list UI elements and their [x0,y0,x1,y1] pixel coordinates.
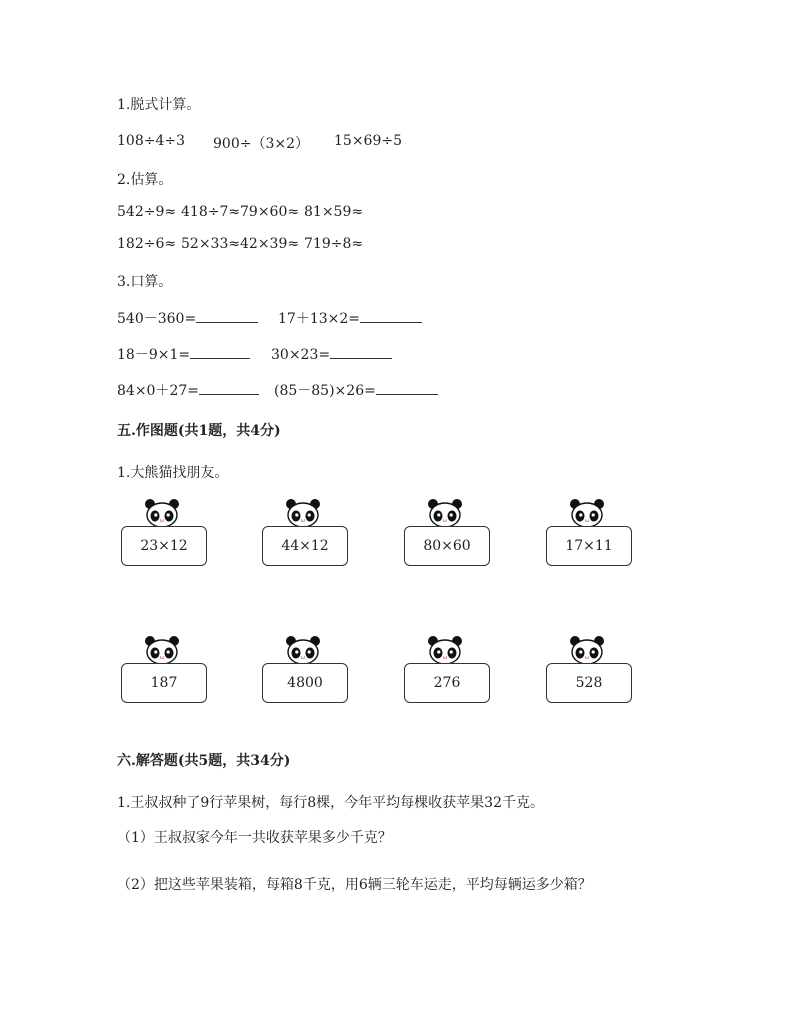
card-label: 4800 [287,675,323,691]
panda-icon [569,498,605,528]
answer-blank[interactable] [360,308,422,323]
expression: 15×69÷5 [334,133,402,149]
card-label: 80×60 [423,538,471,554]
panda-card[interactable] [404,663,490,703]
oral-calc-item [271,344,392,363]
estimate-expression: 542÷9≈ [117,204,177,220]
answer-blank[interactable] [196,308,258,323]
estimate-expression: 719÷8≈ [304,236,364,252]
question-title: 1.脱式计算。 [117,97,201,113]
estimate-expression: 182÷6≈ [117,236,177,252]
answer-blank[interactable] [330,344,392,359]
svg-text:ω: ω [442,518,448,524]
expression: 108÷4÷3 [117,133,185,149]
question-title: 3.口算。 [117,274,173,290]
oral-calc-item [117,380,259,400]
svg-text:ω: ω [159,655,165,661]
panda-card[interactable] [546,663,632,703]
card-label: 17×11 [565,538,613,554]
panda-icon [569,635,605,665]
card-label: 44×12 [281,538,329,554]
answer-blank[interactable] [190,344,250,359]
card-label: 187 [150,675,178,691]
expression: 84×0＋27= [117,383,199,399]
panda-icon [427,498,463,528]
svg-text:ω: ω [584,655,590,661]
expression: (85－85)×26= [274,383,376,399]
panda-icon [285,498,321,528]
panda-icon [285,635,321,665]
expression: 18－9×1= [117,347,191,363]
panda-card[interactable] [546,526,632,566]
panda-card[interactable] [121,663,207,703]
expression: 17＋13×2= [278,311,360,327]
card-label: 23×12 [140,538,188,554]
question-title: 2.估算。 [117,172,173,188]
panda-icon [427,635,463,665]
svg-text:ω: ω [159,518,165,524]
svg-text:ω: ω [584,518,590,524]
section-heading: 六.解答题(共5题，共34分) [117,753,291,769]
estimate-expression: 42×39≈ [240,236,300,252]
oral-calc-item [274,380,438,400]
estimate-expression: 52×33≈ [181,236,241,252]
answer-blank[interactable] [199,380,259,395]
oral-calc-item [278,308,422,328]
panda-icon [144,498,180,528]
expression: 540－360= [117,311,197,327]
estimate-expression: 79×60≈ [240,204,300,220]
panda-card[interactable] [262,526,348,566]
expression: 900÷（3×2） [213,136,309,152]
card-label: 528 [575,675,603,691]
svg-text:ω: ω [300,518,306,524]
oral-calc-item [117,344,250,364]
svg-text:ω: ω [442,655,448,661]
panda-icon [144,635,180,665]
section-heading: 五.作图题(共1题，共4分) [117,423,281,439]
sub-question: （2）把这些苹果装箱，每箱8千克，用6辆三轮车运走，平均每辆运多少箱？ [117,877,592,893]
svg-text:ω: ω [300,655,306,661]
sub-question: （1）王叔叔家今年一共收获苹果多少千克？ [117,830,392,846]
word-problem: 1.王叔叔种了9行苹果树，每行8棵，今年平均每棵收获苹果32千克。 [117,795,544,811]
card-label: 276 [433,675,461,691]
oral-calc-item [117,308,258,328]
question-title: 1.大熊猫找朋友。 [117,465,229,481]
panda-card[interactable] [404,526,490,566]
expression: 30×23= [271,347,331,363]
panda-card[interactable] [262,663,348,703]
estimate-expression: 81×59≈ [304,204,364,220]
answer-blank[interactable] [376,380,438,395]
estimate-expression: 418÷7≈ [181,204,241,220]
panda-card[interactable] [121,526,207,566]
